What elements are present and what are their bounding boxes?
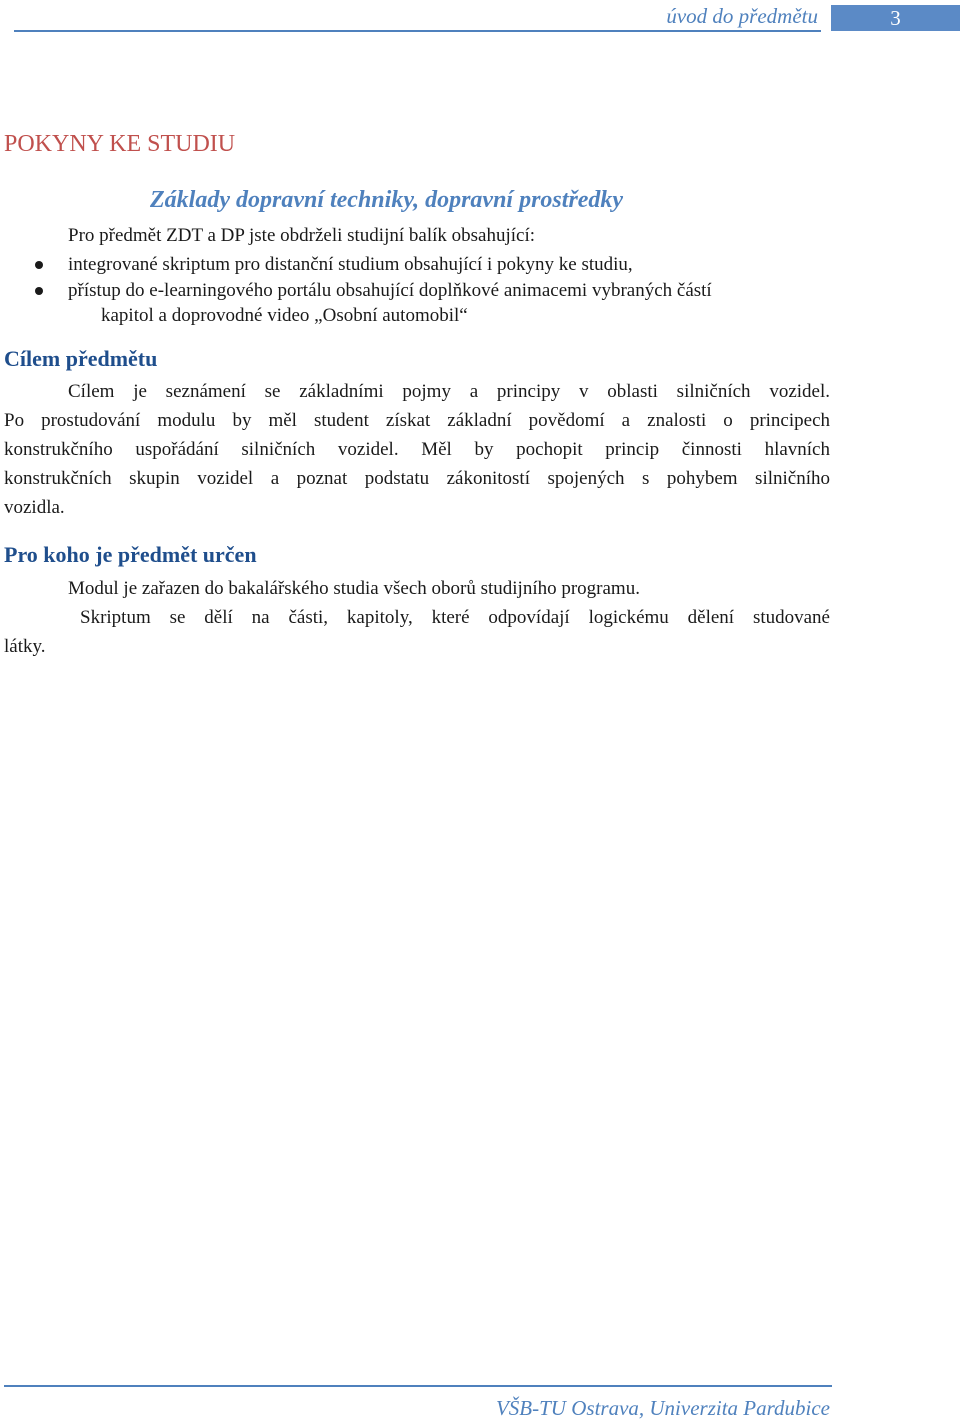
running-header-title: úvod do předmětu [666,4,818,28]
goal-text-line: vozidla. [4,497,65,518]
list-item: přístup do e-learningového portálu obsahující doplňkové animacemi vybraných částí [68,280,712,301]
goal-text-line: Po prostudování modulu by měl student získat základní povědomí a znalosti o principech [4,410,830,431]
goal-text-line: Cílem je seznámení se základními pojmy a principy v oblasti silničních vozidel. [68,381,830,402]
header-divider [14,30,821,32]
footer-institution: VŠB-TU Ostrava, Univerzita Pardubice [495,1396,830,1420]
bullet-dot-icon [35,261,43,269]
audience-text-line: Skriptum se dělí na části, kapitoly, které odpovídají logickému dělení studované [80,607,830,628]
audience-heading: Pro koho je předmět určen [4,542,257,567]
section-title: POKYNY KE STUDIU [4,131,236,157]
audience-text-line: Modul je zařazen do bakalářského studia všech oborů studijního programu. [68,578,640,599]
goal-text-line: konstrukčního uspořádání silničních vozidel. Měl by pochopit princip činnosti hlavních [4,439,830,460]
course-title: Základy dopravní techniky, dopravní prostředky [150,187,624,213]
goal-heading: Cílem předmětu [4,346,158,371]
goal-text-line: konstrukčních skupin vozidel a poznat podstatu zákonitostí spojených s pohybem silničního [4,468,830,489]
list-item: integrované skriptum pro distanční studium obsahující i pokyny ke studiu, [68,254,633,275]
page-number: 3 [831,5,960,31]
list-item-continuation: kapitol a doprovodné video „Osobní automobil“ [101,305,468,326]
bullet-dot-icon [35,287,43,295]
intro-text: Pro předmět ZDT a DP jste obdrželi studijní balík obsahující: [68,225,536,246]
audience-text-line: látky. [4,636,46,657]
footer-divider [4,1385,832,1387]
